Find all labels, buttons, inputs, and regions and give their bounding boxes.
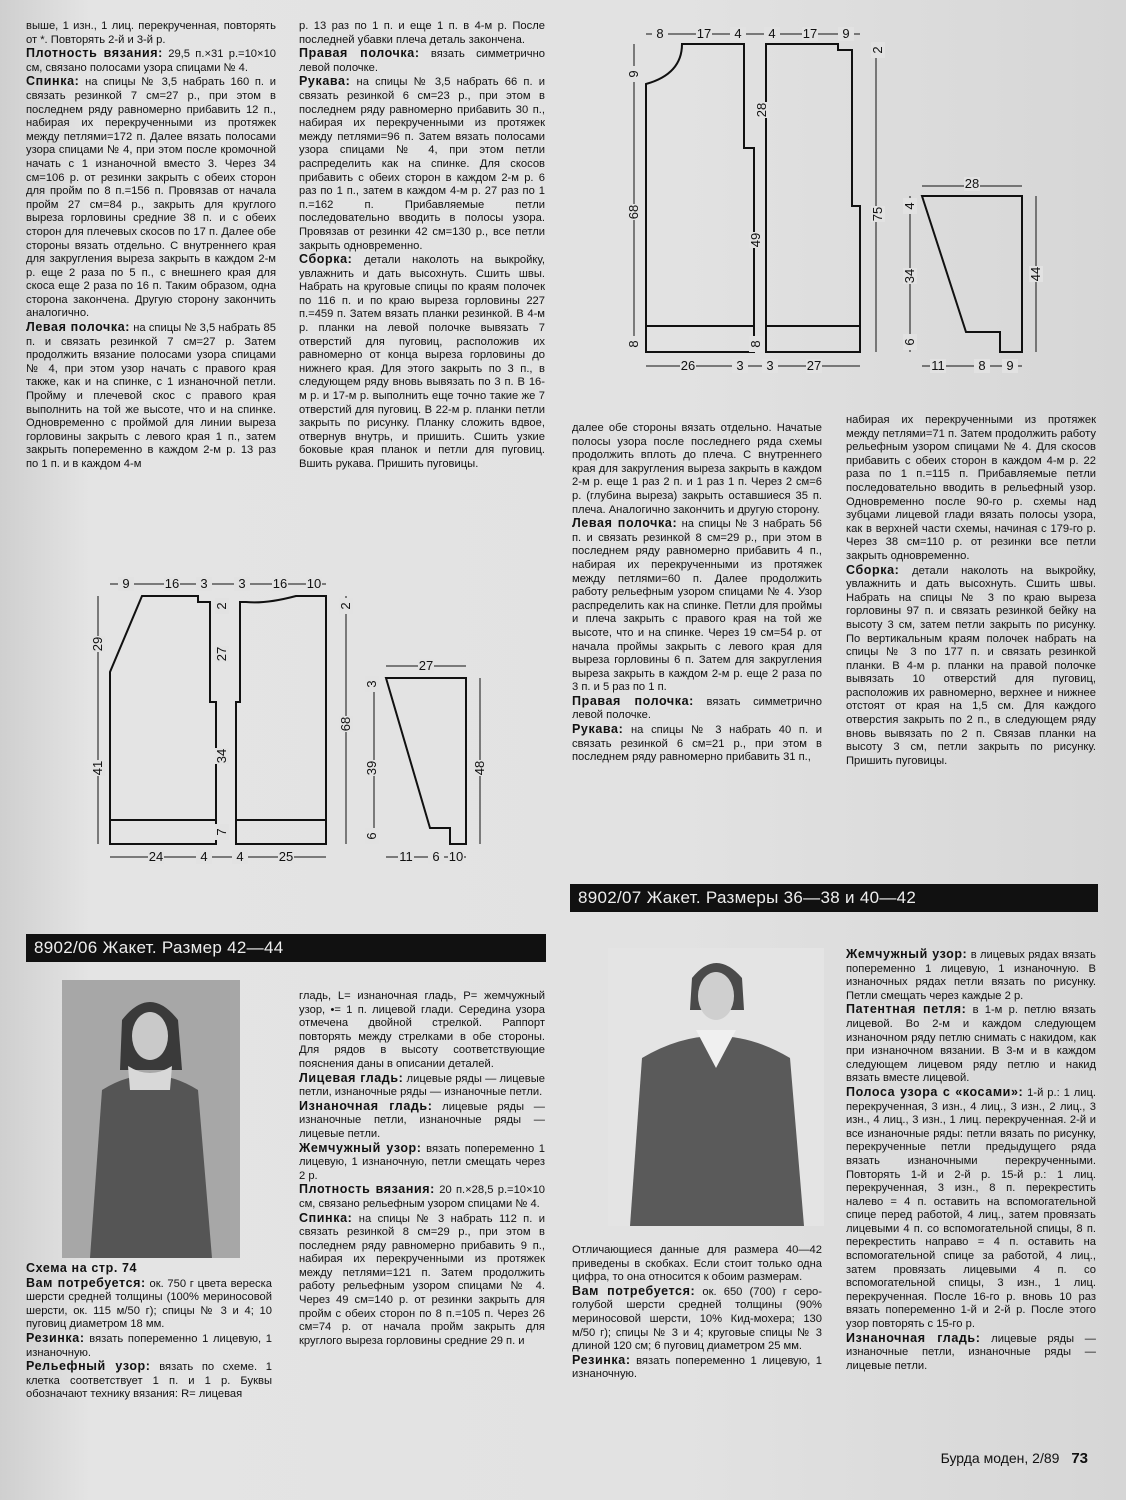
dimension-label: 3 [766,358,774,373]
paragraph-text: в 1-м р. петлю вязать лицевой. Во 2-м и каждом следующем изнаночном ряду петлю снимать с накидом, как при изнаночном вязании. В 3-м и в каждом следующем лицевом ряду петлю и накид вязать вместе лицевой. [846,1004,1096,1085]
paragraph [299,1100,545,1142]
paragraph-text: на спицы № 3 набрать 56 п. и связать резинкой 8 см=29 р., при этом в последнем ряду равномерно прибавить 4 п., набирая их перекрученными из протяжек между петлями=60 п. Далее продолжить работу рельефным узором спицами № 4. Узор распределить как на спинке. Петли для проймы и плеча закрыть с правого края на той же высоте, что и на спинке. Через 19 см=54 р. от начала проймы закрыть с левого края для выреза горловины 6 п. Затем для закругления выреза закрыть в каждом 2-м р. еще 2 раза по 3 п. и 5 раз по 1 п. [572,518,822,694]
paragraph [299,20,545,47]
paragraph [572,422,822,517]
model-photo-8902-07 [608,948,824,1226]
model-banner-8902-07: 8902/07 Жакет. Размеры 36—38 и 40—42 [570,884,1098,912]
paragraph [846,564,1096,769]
text-column-2-top [299,20,545,472]
paragraph-heading: Левая полочка: [26,320,131,335]
dimension-label: 2 [214,602,229,610]
dimension-label: 24 [148,849,164,864]
paragraph-heading: Патентная петля: [846,1002,967,1017]
paragraph [572,517,822,695]
paragraph-text: на спицы № 3,5 набрать 160 п. и связать резинкой 7 см=27 р., при этом в последнем ряду равномерно прибавить 12 п., набирая их перекрученными из протяжек между петлями=172 п. Далее вязать полосами узора спицами № 4, при этом после кромочной начать с 1 изнаночной вместо 3. Через 34 см=106 р. от резинки закрыть с обеих сторон для пройм по 8 п.=156 п. Провязав от начала пройм 27 см=84 р., закрыть для круглого выреза горловины средние 38 п. и с обеих сторон для плечевых скосов по 17 п. Далее обе стороны вязать отдельно. С внутреннего края для закругления выреза закрыть в каждом 2-м р. еще 2 раза по 5 п., с внешнего края для скоса еще 2 раза по 16 п. Таким образом, одна сторона закончена. Другую сторону закончить аналогично. [26,76,276,320]
paragraph [26,1262,272,1277]
dimension-label: 2 [338,602,353,610]
dimension-label: 49 [748,232,763,248]
page-number: 73 [1071,1450,1088,1467]
dimension-label: 3 [736,358,744,373]
model-photo-8902-06 [62,980,240,1258]
paragraph [299,990,545,1072]
paragraph-text: лицевые ряды — изнаночные петли, изнаночные ряды — лицевые петли. [846,1332,1096,1372]
paragraph-heading: Плотность вязания: [299,1182,435,1197]
paragraph [846,1003,1096,1086]
paragraph-heading: Правая полочка: [299,46,420,61]
dimension-label: 4 [200,849,208,864]
paragraph [299,253,545,472]
dimension-label: 9 [1006,358,1014,373]
dimension-label: 28 [754,102,769,118]
paragraph [846,1086,1096,1332]
dimension-label: 16 [272,576,288,591]
paragraph-heading: Рукава: [299,74,351,89]
paragraph-text: на спицы № 3,5 набрать 66 п. и связать резинкой 6 см=23 р., при этом в последнем ряду равномерно прибавить 30 п., набирая их перекрученными из протяжек между петлями=96 п. Затем вязать полосами узора спицами № 4, при этом петли распределить как на спинке. Для скосов прибавить с обеих сторон в каждом 2-м р. 6 раз по 1 п., затем в каждом 4-м р. 27 раз по 1 п.=162 п. Прибавляемые петли последовательно вводить в полосы узора. Провязав от резинки 42 см=130 р., все петли закрыть одновременно. [299,76,545,252]
dimension-label: 34 [902,268,917,284]
dimension-label: 6 [432,849,440,864]
dimension-label: 39 [364,760,379,776]
dimension-label: 4 [902,202,917,210]
dimension-label: 34 [214,748,229,764]
paragraph [26,1360,272,1402]
dimension-label: 9 [122,576,130,591]
model-banner-8902-06: 8902/06 Жакет. Размер 42—44 [26,934,546,962]
dimension-label: 6 [364,832,379,840]
dimension-label: 44 [1028,266,1043,282]
paragraph-text: далее обе стороны вязать отдельно. Начатые полосы узора после последнего ряда схемы продолжить вплоть до плеча. С внутреннего края для закругления выреза закрыть в каждом 2-м р. еще 1 раз 2 п. и 1 раз 1 п. Через 2 см=6 р. (глубина выреза) закрыть оставшиеся 35 п. плеча. Аналогично закончить и другую сторону. [572,422,822,516]
paragraph-text: ок. 750 г цвета вереска шерсти средней толщины (100% мериносовой шерсти, ок. 115 м/50 г); спицы № 3 и 4; 10 пуговиц диаметром 18 мм. [26,1277,273,1331]
paragraph-heading: Полоса узора с «косами»: [846,1084,1024,1099]
paragraph [572,1285,822,1354]
paragraph [299,47,545,75]
dimension-label: 17 [802,26,818,41]
dimension-label: 8 [656,26,664,41]
paragraph [26,1332,272,1360]
paragraph-heading: Спинка: [299,1210,353,1225]
dimension-label: 4 [236,849,244,864]
dimension-label: 28 [964,176,980,191]
paragraph-text: вязать симметрично левой полочке. [299,48,545,74]
paragraph-text: р. 13 раз по 1 п. и еще 1 п. в 4-м р. После последней убавки плеча деталь закончена. [299,20,545,46]
paragraph-heading: Лицевая гладь: [299,1070,404,1085]
paragraph [299,1142,545,1184]
paragraph-text: ок. 650 (700) г серо-голубой шерсти средней толщины (90% мериносовой шерсти, 10% Кид-мохера; 130 м/50 г); спицы № 3 и 4; круговые спицы № 3 длиной 120 см; 6 пуговиц диаметром 25 мм. [572,1285,822,1353]
paragraph [846,414,1096,564]
text-column-3-bottom [572,1244,822,1382]
pattern-diagram-top [620,26,1070,376]
paragraph-heading: Жемчужный узор: [299,1140,422,1155]
paragraph-heading: Рельефный узор: [26,1359,151,1374]
text-column-1-top [26,20,276,472]
paragraph-heading: Изнаночная гладь: [846,1330,981,1345]
dimension-label: 68 [626,204,641,220]
paragraph-heading: Жемчужный узор: [846,947,968,961]
dimension-label: 29 [90,636,105,652]
paragraph-text: вязать попеременно 1 лицевую, 1 изнаночную. [26,1332,272,1359]
paragraph [572,723,822,765]
dimension-label: 41 [90,760,105,776]
paragraph-text: выше, 1 изн., 1 лиц. перекрученная, повторять от *. Повторять 2-й и 3-й р. [26,20,276,46]
paragraph [299,1183,545,1211]
paragraph-text: 1-й р.: 1 лиц. перекрученная, 3 изн., 4 лиц., 3 изн., 2 лиц., 3 изн., 4 лиц., 3 изн., 1 лиц. перекрученная. 2-й и все изнаночные ряды: петли вязать по рисунку, перекрученные петли предыдущего ряда вязать изнаночными перекрученными. Повторять 1-й и 2-й р. 15-й р.: 1 лиц. перекрученная, 3 изн., 8 п. перекрестить налево = 4 п. оставить на вспомогательной спице перед работой, 4 лиц., затем провязать лицевыми 4 п. со вспомогательной спицы, 8 п. перекрестить направо = 4 п. оставить на вспомогательной спице за работой, 4 лиц., затем провязать лицевыми 4 п. со вспомогательной спицы, 3 изн., 1 лиц. перекрученная. После 16-го р. вновь 10 раз вязать попеременно 1-й и 2-й р. После этого узор повторять с 15-го р. [846,1086,1096,1331]
paragraph [572,1244,822,1285]
dimension-label: 27 [806,358,822,373]
journal-name: Бурда моден, 2/89 [940,1450,1060,1466]
paragraph-text: в лицевых рядах вязать попеременно 1 лицевую, 1 изнаночную. В изнаночных рядах петли вязать по рисунку. Петли смещать через каждые 2 р. [846,949,1097,1002]
dimension-label: 8 [626,340,641,348]
dimension-label: 11 [399,849,413,864]
dimension-label: 6 [902,338,917,346]
paragraph-heading: Левая полочка: [572,516,678,531]
dimension-label: 4 [734,26,742,41]
paragraph [846,1332,1096,1374]
paragraph-text: детали наколоть на выкройку, увлажнить и дать высохнуть. Сшить швы. Набрать на круговые спицы по краям полочек по 116 п. и по краю выреза горловины 227 п.=459 п. Затем вязать планки резинкой. В 4-м р. планки на левой полочке вывязать 7 отверстий для пуговиц, расположив их равномерно от конца выреза горловины до нижнего края. Для этого закрыть по 3 п., в следующем ряду вновь вывязать по 3 п. В 16-м р. и 17-м р. выполнить еще точно такие же 7 отверстий для пуговиц. В 22-м р. планки петли закрыть по рисунку. Планку сложить вдвое, отвернув внутрь, и пришить. Сшить узкие боковые края планок и петли для пуговиц. Вшить рукава. Пришить пуговицы. [299,254,545,470]
paragraph-text: набирая их перекрученными из протяжек между петлями=71 п. Затем продолжить работу рельефным узором спицами № 4. Для скосов прибавить с обеих сторон в каждом 4-м р. 22 раза по 1 п.=115 п. Прибавляемые петли последовательно вводить в рельефный узор. Одновременно после 90-го р. схемы над зубцами лицевой глади вязать полосы узора, как в верхней части схемы, начиная с 179-го р. Через 38 см=110 р. от резинки все петли закрыть одновременно. [846,414,1096,562]
paragraph-text: на спицы № 3,5 набрать 85 п. и связать резинкой 7 см=27 р. Затем продолжить вязание полосами узора спицами № 4, при этом узор начать с правого края также, как и на спинке, с 1 изнаночной петли. Пройму и плечевой скос с правого края выполнить на той же высоте, что и на спинке. Одновременно с проймой для линии выреза горловины закрыть с левого края 1 п., затем закрыть попеременно в каждом 2-м р. 13 раз по 1 п. и в каждом 4-м [26,322,276,470]
paragraph-text: вязать симметрично левой полочке. [572,695,822,722]
paragraph [299,1212,545,1349]
dimension-label: 26 [680,358,696,373]
dimension-label: 9 [626,70,641,78]
paragraph-heading: Схема на стр. 74 [26,1261,138,1275]
paragraph-heading: Рукава: [572,722,624,737]
dimension-label: 11 [931,358,945,373]
paragraph [26,1277,272,1332]
paragraph-text: вязать по схеме. 1 клетка соответствует 1 п. и 1 р. Буквы обозначают технику вязания: R= лицевая [26,1361,272,1401]
dimension-label: 9 [842,26,850,41]
page-footer [941,1450,1088,1467]
dimension-label: 3 [238,576,246,591]
dimension-label: 16 [164,576,180,591]
paragraph-text: лицевые ряды — лицевые петли, изнаночные ряды — изнаночные петли. [299,1072,545,1099]
paragraph-heading: Сборка: [299,252,353,267]
paragraph-text: 20 п.×28,5 р.=10×10 см, связано рельефным узором спицами № 4. [299,1184,546,1210]
paragraph-text: гладь, L= изнаночная гладь, P= жемчужный узор, •= 1 п. лицевой глади. Середина узора отмечена двойной стрелкой. Раппорт повторять между стрелками в обе стороны. Для рядов в высоту соответствующие пояснения даны в описании деталей. [299,990,545,1070]
dimension-label: 4 [768,26,776,41]
text-column-4-bottom [846,948,1096,1373]
text-column-2-bottom [299,990,545,1348]
paragraph-heading: Резинка: [26,1330,85,1345]
dimension-label: 27 [418,658,434,673]
dimension-label: 25 [278,849,294,864]
dimension-label: 7 [214,828,229,836]
paragraph [26,321,276,472]
paragraph [299,1072,545,1100]
paragraph-heading: Вам потребуется: [572,1283,696,1298]
dimension-label: 2 [870,46,885,54]
paragraph-text: вязать попеременно 1 лицевую, 1 изнаночную. [572,1354,822,1381]
paragraph-heading: Изнаночная гладь: [299,1098,433,1113]
dimension-label: 10 [306,576,322,591]
paragraph-text: вязать попеременно 1 лицевую, 1 изнаночную, петли смещать через 2 р. [299,1142,546,1182]
paragraph-heading: Правая полочка: [572,693,694,708]
dimension-label: 3 [364,680,379,688]
paragraph [26,20,276,47]
paragraph-heading: Плотность вязания: [26,46,163,61]
dimension-label: 8 [978,358,986,373]
dimension-label: 75 [870,206,885,222]
dimension-label: 10 [448,849,464,864]
paragraph-text: на спицы № 3 набрать 112 п. и связать резинкой 8 см=29 р., при этом в последнем ряду равномерно прибавить 9 п., набирая их перекрученными из протяжек между петлями=121 п. Затем продолжить работу рельефным узором спицами № 4. Через 49 см=140 р. от резинки закрыть для пройм с обеих сторон по 8 п.=105 п. Через 26 см=74 р. от начала пройм закрыть для круглого выреза горловины средние 29 п. и [299,1212,545,1347]
paragraph [572,1354,822,1382]
dimension-label: 17 [696,26,712,41]
text-column-4-middle [846,414,1096,768]
text-column-1-bottom [26,1262,272,1402]
paragraph-heading: Сборка: [846,562,900,577]
paragraph [26,47,276,75]
paragraph-heading: Спинка: [26,74,80,89]
dimension-label: 68 [338,716,353,732]
paragraph-heading: Резинка: [572,1352,631,1367]
paragraph-text: Отличающиеся данные для размера 40—42 приведены в скобках. Если стоит только одна цифра, то она относится к обоим размерам. [572,1244,822,1284]
dimension-label: 3 [200,576,208,591]
text-column-3-middle [572,422,822,765]
paragraph-text: 29,5 п.×31 р.=10×10 см, связано полосами узора спицами № 4. [26,48,277,74]
paragraph [572,695,822,723]
paragraph [26,75,276,321]
paragraph-heading: Вам потребуется: [26,1275,146,1290]
paragraph-text: лицевые ряды — изнаночные петли, изнаночные ряды — лицевые петли. [299,1100,545,1140]
paragraph-text: на спицы № 3 набрать 40 п. и связать резинкой 6 см=21 р., при этом в последнем ряду равномерно прибавить 31 п., [572,724,822,764]
dimension-label: 48 [472,760,487,776]
pattern-diagram-bottom [90,572,510,872]
dimension-label: 8 [748,340,763,348]
paragraph [299,75,545,253]
paragraph-text: детали наколоть на выкройку, увлажнить и дать высохнуть. Сшить швы. Набрать на спицы № 3 по краю выреза горловины 97 п. и связать резинкой бейку на высоту 3 см, затем петли закрыть по рисунку. По вертикальным краям полочек набрать на спицы № 3 по 177 п. и связать резинкой планки. В 4-м р. планки на правой полочке вывязать 10 отверстий для пуговиц, расположив их равномерно, верхнее и нижнее отстоят от края на 1,5 см. Для каждого отверстия закрыть по 2 п., в следующем ряду вновь вывязать по 2 п. Связав планки на высоту 3 см, петли закрыть по рисунку. Пришить пуговицы. [846,564,1096,767]
dimension-label: 27 [214,646,229,662]
paragraph [846,948,1096,1003]
